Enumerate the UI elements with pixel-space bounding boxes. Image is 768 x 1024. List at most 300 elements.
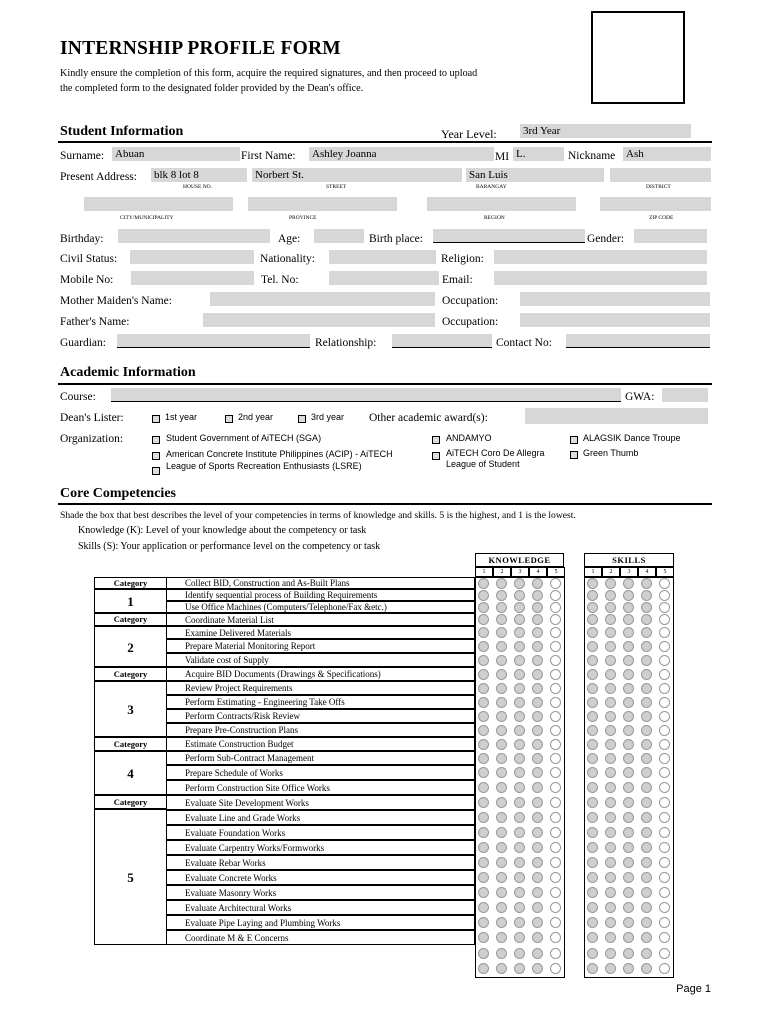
mobile-field[interactable] — [131, 271, 254, 285]
skills-rating-5[interactable] — [659, 697, 670, 708]
nationality-field[interactable] — [329, 250, 436, 264]
knowledge-rating-4[interactable] — [532, 697, 543, 708]
knowledge-rating-2[interactable] — [496, 711, 507, 722]
skills-rating-4[interactable] — [641, 578, 652, 589]
skills-rating-1[interactable] — [587, 578, 598, 589]
skills-rating-2[interactable] — [605, 602, 616, 613]
first-name-field[interactable]: Ashley Joanna — [309, 147, 494, 161]
knowledge-rating-2[interactable] — [496, 641, 507, 652]
skills-rating-2[interactable] — [605, 812, 616, 823]
skills-rating-3[interactable] — [623, 902, 634, 913]
skills-rating-3[interactable] — [623, 767, 634, 778]
skills-rating-5[interactable] — [659, 669, 670, 680]
knowledge-rating-5[interactable] — [550, 602, 561, 613]
gwa-field[interactable] — [662, 388, 708, 402]
skills-rating-4[interactable] — [641, 842, 652, 853]
skills-rating-2[interactable] — [605, 887, 616, 898]
knowledge-rating-5[interactable] — [550, 917, 561, 928]
knowledge-rating-2[interactable] — [496, 842, 507, 853]
skills-rating-5[interactable] — [659, 578, 670, 589]
skills-rating-2[interactable] — [605, 857, 616, 868]
knowledge-rating-5[interactable] — [550, 697, 561, 708]
knowledge-rating-1[interactable] — [478, 963, 489, 974]
skills-rating-2[interactable] — [605, 683, 616, 694]
knowledge-rating-4[interactable] — [532, 614, 543, 625]
skills-rating-1[interactable] — [587, 753, 598, 764]
knowledge-rating-5[interactable] — [550, 614, 561, 625]
knowledge-rating-3[interactable] — [514, 827, 525, 838]
knowledge-rating-4[interactable] — [532, 578, 543, 589]
knowledge-rating-5[interactable] — [550, 948, 561, 959]
knowledge-rating-5[interactable] — [550, 932, 561, 943]
email-field[interactable] — [494, 271, 707, 285]
mi-field[interactable]: L. — [513, 147, 564, 161]
skills-rating-5[interactable] — [659, 683, 670, 694]
mother-field[interactable] — [210, 292, 435, 306]
birthplace-field[interactable] — [433, 229, 585, 243]
skills-rating-1[interactable] — [587, 627, 598, 638]
knowledge-rating-4[interactable] — [532, 827, 543, 838]
knowledge-rating-4[interactable] — [532, 887, 543, 898]
skills-rating-4[interactable] — [641, 887, 652, 898]
tel-field[interactable] — [329, 271, 439, 285]
knowledge-rating-1[interactable] — [478, 857, 489, 868]
deans-3rd-checkbox[interactable] — [298, 415, 306, 423]
skills-rating-3[interactable] — [623, 697, 634, 708]
skills-rating-5[interactable] — [659, 767, 670, 778]
knowledge-rating-4[interactable] — [532, 872, 543, 883]
knowledge-rating-5[interactable] — [550, 827, 561, 838]
knowledge-rating-3[interactable] — [514, 948, 525, 959]
skills-rating-4[interactable] — [641, 932, 652, 943]
knowledge-rating-1[interactable] — [478, 782, 489, 793]
skills-rating-3[interactable] — [623, 872, 634, 883]
knowledge-rating-4[interactable] — [532, 725, 543, 736]
knowledge-rating-3[interactable] — [514, 627, 525, 638]
skills-rating-2[interactable] — [605, 655, 616, 666]
skills-rating-5[interactable] — [659, 842, 670, 853]
knowledge-rating-1[interactable] — [478, 614, 489, 625]
skills-rating-1[interactable] — [587, 614, 598, 625]
knowledge-rating-1[interactable] — [478, 812, 489, 823]
deans-2nd-checkbox[interactable] — [225, 415, 233, 423]
skills-rating-2[interactable] — [605, 753, 616, 764]
knowledge-rating-2[interactable] — [496, 655, 507, 666]
skills-rating-3[interactable] — [623, 590, 634, 601]
skills-rating-3[interactable] — [623, 627, 634, 638]
knowledge-rating-1[interactable] — [478, 932, 489, 943]
skills-rating-1[interactable] — [587, 948, 598, 959]
skills-rating-2[interactable] — [605, 697, 616, 708]
knowledge-rating-1[interactable] — [478, 739, 489, 750]
knowledge-rating-1[interactable] — [478, 578, 489, 589]
guardian-field[interactable] — [117, 334, 310, 348]
knowledge-rating-2[interactable] — [496, 739, 507, 750]
knowledge-rating-3[interactable] — [514, 578, 525, 589]
skills-rating-4[interactable] — [641, 614, 652, 625]
knowledge-rating-3[interactable] — [514, 902, 525, 913]
skills-rating-2[interactable] — [605, 739, 616, 750]
year-level-field[interactable]: 3rd Year — [520, 124, 691, 138]
knowledge-rating-4[interactable] — [532, 711, 543, 722]
skills-rating-5[interactable] — [659, 932, 670, 943]
course-field[interactable] — [111, 388, 621, 402]
city-field[interactable] — [84, 197, 233, 211]
knowledge-rating-4[interactable] — [532, 857, 543, 868]
skills-rating-4[interactable] — [641, 797, 652, 808]
relationship-field[interactable] — [392, 334, 492, 348]
mother-occupation-field[interactable] — [520, 292, 710, 306]
skills-rating-1[interactable] — [587, 602, 598, 613]
skills-rating-3[interactable] — [623, 887, 634, 898]
skills-rating-5[interactable] — [659, 614, 670, 625]
skills-rating-1[interactable] — [587, 767, 598, 778]
knowledge-rating-3[interactable] — [514, 887, 525, 898]
knowledge-rating-4[interactable] — [532, 782, 543, 793]
knowledge-rating-3[interactable] — [514, 711, 525, 722]
skills-rating-1[interactable] — [587, 917, 598, 928]
knowledge-rating-3[interactable] — [514, 590, 525, 601]
skills-rating-3[interactable] — [623, 753, 634, 764]
org-green-checkbox[interactable] — [570, 451, 578, 459]
skills-rating-3[interactable] — [623, 655, 634, 666]
skills-rating-4[interactable] — [641, 655, 652, 666]
skills-rating-3[interactable] — [623, 842, 634, 853]
knowledge-rating-4[interactable] — [532, 902, 543, 913]
org-coro-checkbox[interactable] — [432, 452, 440, 460]
skills-rating-4[interactable] — [641, 902, 652, 913]
knowledge-rating-5[interactable] — [550, 627, 561, 638]
region-field[interactable] — [427, 197, 576, 211]
skills-rating-3[interactable] — [623, 948, 634, 959]
district-field[interactable] — [610, 168, 711, 182]
knowledge-rating-5[interactable] — [550, 797, 561, 808]
skills-rating-5[interactable] — [659, 711, 670, 722]
knowledge-rating-5[interactable] — [550, 590, 561, 601]
skills-rating-5[interactable] — [659, 872, 670, 883]
skills-rating-1[interactable] — [587, 697, 598, 708]
knowledge-rating-3[interactable] — [514, 782, 525, 793]
skills-rating-3[interactable] — [623, 602, 634, 613]
knowledge-rating-1[interactable] — [478, 887, 489, 898]
skills-rating-4[interactable] — [641, 683, 652, 694]
skills-rating-2[interactable] — [605, 669, 616, 680]
skills-rating-5[interactable] — [659, 812, 670, 823]
skills-rating-2[interactable] — [605, 641, 616, 652]
knowledge-rating-4[interactable] — [532, 917, 543, 928]
skills-rating-5[interactable] — [659, 590, 670, 601]
skills-rating-2[interactable] — [605, 767, 616, 778]
knowledge-rating-5[interactable] — [550, 767, 561, 778]
knowledge-rating-1[interactable] — [478, 683, 489, 694]
knowledge-rating-5[interactable] — [550, 683, 561, 694]
skills-rating-1[interactable] — [587, 887, 598, 898]
knowledge-rating-2[interactable] — [496, 797, 507, 808]
knowledge-rating-2[interactable] — [496, 917, 507, 928]
knowledge-rating-1[interactable] — [478, 872, 489, 883]
knowledge-rating-5[interactable] — [550, 842, 561, 853]
knowledge-rating-4[interactable] — [532, 842, 543, 853]
knowledge-rating-5[interactable] — [550, 641, 561, 652]
knowledge-rating-3[interactable] — [514, 767, 525, 778]
knowledge-rating-5[interactable] — [550, 857, 561, 868]
knowledge-rating-4[interactable] — [532, 739, 543, 750]
skills-rating-3[interactable] — [623, 641, 634, 652]
skills-rating-3[interactable] — [623, 578, 634, 589]
skills-rating-1[interactable] — [587, 963, 598, 974]
knowledge-rating-1[interactable] — [478, 725, 489, 736]
knowledge-rating-4[interactable] — [532, 683, 543, 694]
org-alagsik-checkbox[interactable] — [570, 436, 578, 444]
skills-rating-4[interactable] — [641, 872, 652, 883]
knowledge-rating-2[interactable] — [496, 812, 507, 823]
skills-rating-3[interactable] — [623, 797, 634, 808]
skills-rating-4[interactable] — [641, 641, 652, 652]
knowledge-rating-4[interactable] — [532, 627, 543, 638]
award-field[interactable] — [525, 408, 708, 424]
knowledge-rating-3[interactable] — [514, 641, 525, 652]
photo-box[interactable] — [591, 11, 685, 104]
skills-rating-4[interactable] — [641, 590, 652, 601]
contact-field[interactable] — [566, 334, 710, 348]
knowledge-rating-3[interactable] — [514, 842, 525, 853]
skills-rating-2[interactable] — [605, 614, 616, 625]
skills-rating-1[interactable] — [587, 812, 598, 823]
skills-rating-3[interactable] — [623, 827, 634, 838]
religion-field[interactable] — [494, 250, 707, 264]
skills-rating-1[interactable] — [587, 902, 598, 913]
knowledge-rating-1[interactable] — [478, 602, 489, 613]
skills-rating-5[interactable] — [659, 797, 670, 808]
skills-rating-3[interactable] — [623, 683, 634, 694]
knowledge-rating-2[interactable] — [496, 767, 507, 778]
knowledge-rating-5[interactable] — [550, 725, 561, 736]
skills-rating-3[interactable] — [623, 739, 634, 750]
knowledge-rating-2[interactable] — [496, 753, 507, 764]
skills-rating-4[interactable] — [641, 602, 652, 613]
knowledge-rating-2[interactable] — [496, 697, 507, 708]
knowledge-rating-5[interactable] — [550, 963, 561, 974]
knowledge-rating-3[interactable] — [514, 797, 525, 808]
gender-field[interactable] — [634, 229, 707, 243]
knowledge-rating-2[interactable] — [496, 857, 507, 868]
knowledge-rating-3[interactable] — [514, 917, 525, 928]
knowledge-rating-1[interactable] — [478, 711, 489, 722]
skills-rating-1[interactable] — [587, 797, 598, 808]
knowledge-rating-5[interactable] — [550, 578, 561, 589]
skills-rating-4[interactable] — [641, 753, 652, 764]
knowledge-rating-2[interactable] — [496, 578, 507, 589]
knowledge-rating-3[interactable] — [514, 725, 525, 736]
knowledge-rating-5[interactable] — [550, 782, 561, 793]
skills-rating-5[interactable] — [659, 857, 670, 868]
father-occupation-field[interactable] — [520, 313, 710, 327]
knowledge-rating-4[interactable] — [532, 963, 543, 974]
org-andamyo-checkbox[interactable] — [432, 436, 440, 444]
knowledge-rating-3[interactable] — [514, 872, 525, 883]
skills-rating-1[interactable] — [587, 641, 598, 652]
knowledge-rating-1[interactable] — [478, 641, 489, 652]
street-field[interactable]: Norbert St. — [252, 168, 462, 182]
knowledge-rating-1[interactable] — [478, 827, 489, 838]
knowledge-rating-3[interactable] — [514, 697, 525, 708]
skills-rating-4[interactable] — [641, 711, 652, 722]
knowledge-rating-1[interactable] — [478, 917, 489, 928]
knowledge-rating-1[interactable] — [478, 627, 489, 638]
knowledge-rating-2[interactable] — [496, 872, 507, 883]
skills-rating-2[interactable] — [605, 872, 616, 883]
skills-rating-2[interactable] — [605, 725, 616, 736]
knowledge-rating-1[interactable] — [478, 655, 489, 666]
knowledge-rating-4[interactable] — [532, 641, 543, 652]
skills-rating-4[interactable] — [641, 857, 652, 868]
skills-rating-3[interactable] — [623, 857, 634, 868]
skills-rating-1[interactable] — [587, 725, 598, 736]
knowledge-rating-2[interactable] — [496, 602, 507, 613]
skills-rating-5[interactable] — [659, 827, 670, 838]
knowledge-rating-5[interactable] — [550, 872, 561, 883]
age-field[interactable] — [314, 229, 364, 243]
knowledge-rating-2[interactable] — [496, 627, 507, 638]
skills-rating-3[interactable] — [623, 917, 634, 928]
skills-rating-1[interactable] — [587, 872, 598, 883]
skills-rating-5[interactable] — [659, 602, 670, 613]
knowledge-rating-1[interactable] — [478, 948, 489, 959]
org-acip-checkbox[interactable] — [152, 452, 160, 460]
skills-rating-1[interactable] — [587, 683, 598, 694]
skills-rating-3[interactable] — [623, 669, 634, 680]
knowledge-rating-1[interactable] — [478, 797, 489, 808]
skills-rating-5[interactable] — [659, 655, 670, 666]
skills-rating-3[interactable] — [623, 725, 634, 736]
knowledge-rating-2[interactable] — [496, 725, 507, 736]
org-lsre-checkbox[interactable] — [152, 467, 160, 475]
skills-rating-2[interactable] — [605, 578, 616, 589]
skills-rating-4[interactable] — [641, 917, 652, 928]
skills-rating-4[interactable] — [641, 627, 652, 638]
skills-rating-1[interactable] — [587, 827, 598, 838]
civil-status-field[interactable] — [130, 250, 254, 264]
knowledge-rating-5[interactable] — [550, 655, 561, 666]
skills-rating-2[interactable] — [605, 948, 616, 959]
knowledge-rating-2[interactable] — [496, 669, 507, 680]
skills-rating-5[interactable] — [659, 739, 670, 750]
skills-rating-2[interactable] — [605, 627, 616, 638]
skills-rating-3[interactable] — [623, 963, 634, 974]
skills-rating-4[interactable] — [641, 767, 652, 778]
skills-rating-3[interactable] — [623, 932, 634, 943]
skills-rating-2[interactable] — [605, 711, 616, 722]
house-no-field[interactable]: blk 8 lot 8 — [151, 168, 247, 182]
skills-rating-2[interactable] — [605, 902, 616, 913]
skills-rating-1[interactable] — [587, 842, 598, 853]
skills-rating-4[interactable] — [641, 963, 652, 974]
knowledge-rating-2[interactable] — [496, 782, 507, 793]
skills-rating-1[interactable] — [587, 590, 598, 601]
skills-rating-5[interactable] — [659, 963, 670, 974]
skills-rating-2[interactable] — [605, 917, 616, 928]
knowledge-rating-5[interactable] — [550, 711, 561, 722]
skills-rating-5[interactable] — [659, 887, 670, 898]
skills-rating-1[interactable] — [587, 932, 598, 943]
knowledge-rating-3[interactable] — [514, 602, 525, 613]
skills-rating-3[interactable] — [623, 614, 634, 625]
knowledge-rating-1[interactable] — [478, 697, 489, 708]
knowledge-rating-4[interactable] — [532, 932, 543, 943]
skills-rating-4[interactable] — [641, 739, 652, 750]
province-field[interactable] — [248, 197, 397, 211]
skills-rating-3[interactable] — [623, 812, 634, 823]
knowledge-rating-1[interactable] — [478, 669, 489, 680]
knowledge-rating-3[interactable] — [514, 655, 525, 666]
skills-rating-1[interactable] — [587, 857, 598, 868]
knowledge-rating-1[interactable] — [478, 590, 489, 601]
deans-1st-checkbox[interactable] — [152, 415, 160, 423]
skills-rating-5[interactable] — [659, 725, 670, 736]
skills-rating-3[interactable] — [623, 711, 634, 722]
skills-rating-2[interactable] — [605, 827, 616, 838]
father-field[interactable] — [203, 313, 435, 327]
knowledge-rating-5[interactable] — [550, 887, 561, 898]
knowledge-rating-4[interactable] — [532, 812, 543, 823]
knowledge-rating-3[interactable] — [514, 857, 525, 868]
birthday-field[interactable] — [118, 229, 270, 243]
knowledge-rating-2[interactable] — [496, 827, 507, 838]
knowledge-rating-5[interactable] — [550, 902, 561, 913]
knowledge-rating-1[interactable] — [478, 842, 489, 853]
skills-rating-3[interactable] — [623, 782, 634, 793]
nickname-field[interactable]: Ash — [623, 147, 711, 161]
skills-rating-1[interactable] — [587, 739, 598, 750]
knowledge-rating-5[interactable] — [550, 669, 561, 680]
skills-rating-2[interactable] — [605, 842, 616, 853]
knowledge-rating-4[interactable] — [532, 602, 543, 613]
skills-rating-5[interactable] — [659, 902, 670, 913]
knowledge-rating-4[interactable] — [532, 590, 543, 601]
knowledge-rating-3[interactable] — [514, 669, 525, 680]
knowledge-rating-2[interactable] — [496, 963, 507, 974]
skills-rating-4[interactable] — [641, 812, 652, 823]
knowledge-rating-2[interactable] — [496, 683, 507, 694]
skills-rating-4[interactable] — [641, 697, 652, 708]
knowledge-rating-3[interactable] — [514, 932, 525, 943]
knowledge-rating-3[interactable] — [514, 963, 525, 974]
zip-field[interactable] — [600, 197, 711, 211]
skills-rating-2[interactable] — [605, 590, 616, 601]
knowledge-rating-2[interactable] — [496, 948, 507, 959]
skills-rating-1[interactable] — [587, 782, 598, 793]
knowledge-rating-4[interactable] — [532, 767, 543, 778]
knowledge-rating-2[interactable] — [496, 902, 507, 913]
skills-rating-2[interactable] — [605, 963, 616, 974]
skills-rating-4[interactable] — [641, 725, 652, 736]
knowledge-rating-4[interactable] — [532, 655, 543, 666]
knowledge-rating-2[interactable] — [496, 614, 507, 625]
surname-field[interactable]: Abuan — [112, 147, 240, 161]
knowledge-rating-3[interactable] — [514, 683, 525, 694]
skills-rating-4[interactable] — [641, 782, 652, 793]
skills-rating-1[interactable] — [587, 669, 598, 680]
skills-rating-5[interactable] — [659, 917, 670, 928]
skills-rating-2[interactable] — [605, 797, 616, 808]
knowledge-rating-4[interactable] — [532, 753, 543, 764]
skills-rating-5[interactable] — [659, 641, 670, 652]
knowledge-rating-5[interactable] — [550, 753, 561, 764]
knowledge-rating-4[interactable] — [532, 948, 543, 959]
skills-rating-2[interactable] — [605, 782, 616, 793]
knowledge-rating-3[interactable] — [514, 753, 525, 764]
skills-rating-2[interactable] — [605, 932, 616, 943]
